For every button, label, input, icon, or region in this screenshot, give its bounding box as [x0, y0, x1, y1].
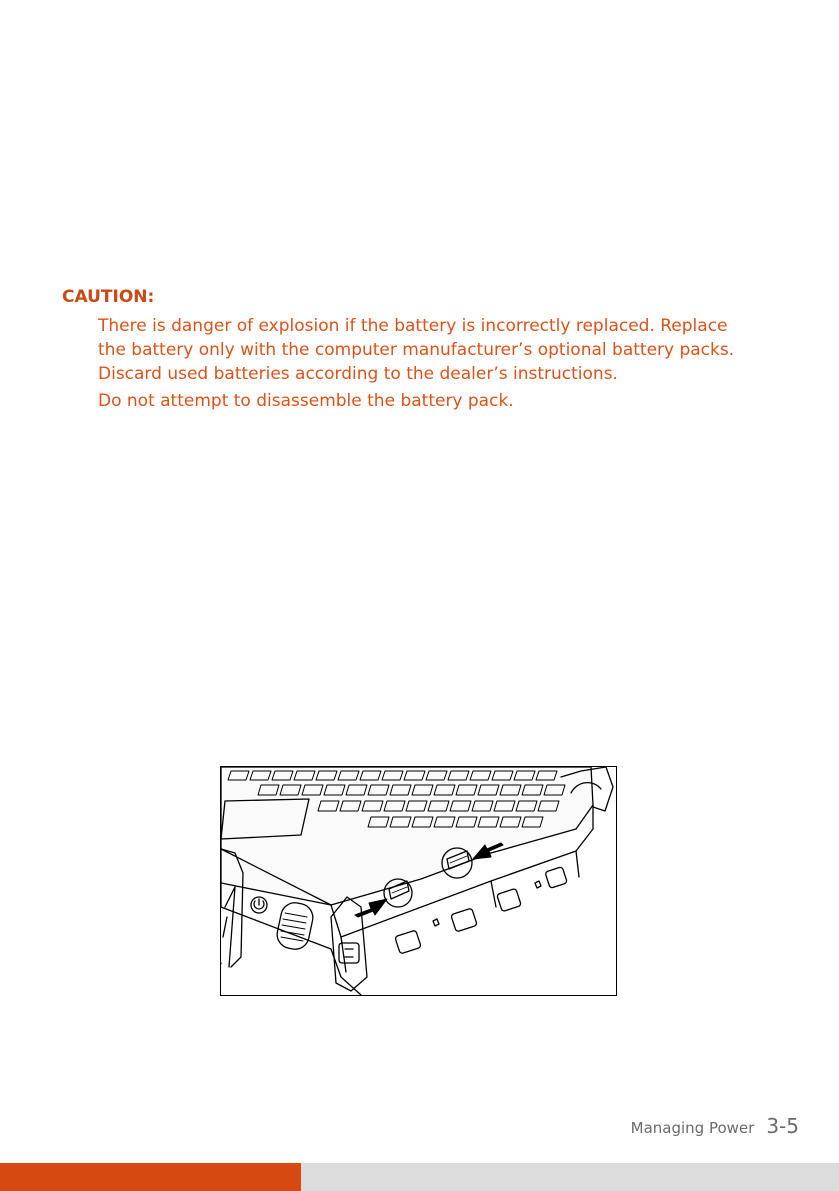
caution-text-replacement: There is danger of explosion if the battery is incorrectly replaced. Replace the battery only with the computer manufacturer’s optional battery packs. Discard used batteries according to the dealer’s instructions. — [98, 316, 735, 384]
page-footer — [631, 1114, 799, 1138]
footer-accent-bar — [0, 1163, 301, 1191]
caution-text-disassemble: Do not attempt to disassemble the battery pack. — [98, 391, 514, 411]
caution-heading: CAUTION: — [62, 287, 155, 307]
footer-gray-bar — [301, 1163, 839, 1191]
laptop-battery-illustration-icon — [221, 767, 616, 995]
battery-latch-figure — [220, 766, 617, 996]
caution-notice — [62, 284, 782, 413]
footer-chapter-title: Managing Power — [630, 1119, 755, 1137]
footer-page-number: 3-5 — [766, 1114, 799, 1138]
